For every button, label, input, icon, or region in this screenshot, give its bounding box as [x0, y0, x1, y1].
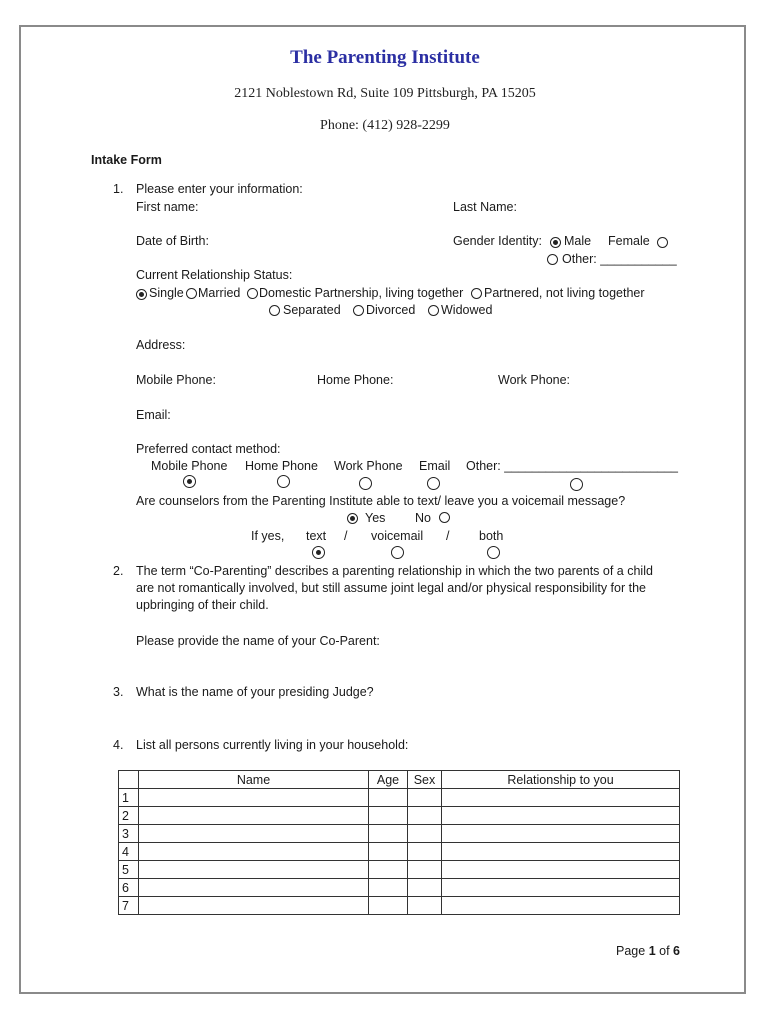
- row-number: 6: [119, 879, 139, 897]
- total-pages: 6: [673, 944, 680, 958]
- text-no-radio[interactable]: [439, 512, 450, 523]
- rel-married-label: Married: [198, 286, 241, 300]
- gender-other-label: Other: ___________: [562, 252, 677, 266]
- contact-work-label: Work Phone: [334, 459, 403, 473]
- org-address: 2121 Noblestown Rd, Suite 109 Pittsburgh, PA 15205: [234, 86, 536, 101]
- contact-other-label: Other: _________________________: [466, 459, 679, 473]
- opt-slash-1: /: [344, 529, 348, 543]
- rel-domestic-radio[interactable]: [247, 288, 258, 299]
- name-cell[interactable]: [139, 879, 369, 897]
- row-number: 1: [119, 789, 139, 807]
- opt-both-radio[interactable]: [487, 546, 500, 559]
- rel-single-label: Single: [149, 286, 184, 300]
- mobile-phone-label: Mobile Phone:: [136, 373, 216, 387]
- q4-number: 4.: [113, 738, 124, 752]
- relationship-cell[interactable]: [442, 897, 680, 915]
- gender-label: Gender Identity:: [453, 234, 542, 248]
- opt-slash-2: /: [446, 529, 450, 543]
- opt-text-radio[interactable]: [312, 546, 325, 559]
- of-label: of: [659, 944, 670, 958]
- age-cell[interactable]: [369, 897, 408, 915]
- contact-home-radio[interactable]: [277, 475, 290, 488]
- sex-cell[interactable]: [408, 861, 442, 879]
- sex-cell[interactable]: [408, 825, 442, 843]
- org-name: The Parenting Institute: [290, 47, 480, 68]
- current-page: 1: [648, 944, 656, 958]
- gender-male-radio[interactable]: [550, 237, 561, 248]
- rel-separated-label: Separated: [283, 303, 341, 317]
- q3-number: 3.: [113, 685, 124, 699]
- col-header-name: Name: [139, 771, 369, 789]
- home-phone-label: Home Phone:: [317, 373, 394, 387]
- age-cell[interactable]: [369, 807, 408, 825]
- name-cell[interactable]: [139, 897, 369, 915]
- contact-email-radio[interactable]: [427, 477, 440, 490]
- table-row: [119, 807, 680, 825]
- text-yes-label: Yes: [365, 511, 386, 525]
- household-table-header: [119, 771, 680, 789]
- coparent-label: Please provide the name of your Co-Parent:: [136, 634, 380, 648]
- opt-text-label: text: [306, 529, 327, 543]
- gender-female-label: Female: [608, 234, 650, 248]
- rel-divorced-radio[interactable]: [353, 305, 364, 316]
- rel-divorced-label: Divorced: [366, 303, 416, 317]
- opt-voicemail-radio[interactable]: [391, 546, 404, 559]
- table-row: [119, 879, 680, 897]
- contact-mobile-label: Mobile Phone: [151, 459, 228, 473]
- q2-line-2: are not romantically involved, but still assume joint legal and/or physical responsibility for the: [136, 581, 646, 595]
- if-yes-label: If yes,: [251, 529, 285, 543]
- rel-partnered-label: Partnered, not living together: [484, 286, 645, 300]
- sex-cell[interactable]: [408, 897, 442, 915]
- table-row: [119, 825, 680, 843]
- col-header-sex: Sex: [408, 771, 442, 789]
- gender-male-label: Male: [564, 234, 592, 248]
- first-name-label: First name:: [136, 200, 199, 214]
- opt-voicemail-label: voicemail: [371, 529, 424, 543]
- text-no-label: No: [415, 511, 431, 525]
- table-row: [119, 843, 680, 861]
- rel-separated-radio[interactable]: [269, 305, 280, 316]
- rel-widowed-radio[interactable]: [428, 305, 439, 316]
- email-label: Email:: [136, 408, 171, 422]
- household-table: [118, 770, 680, 915]
- sex-cell[interactable]: [408, 879, 442, 897]
- relationship-cell[interactable]: [442, 843, 680, 861]
- sex-cell[interactable]: [408, 789, 442, 807]
- col-header-age: Age: [369, 771, 408, 789]
- gender-other-radio[interactable]: [547, 254, 558, 265]
- row-number: 4: [119, 843, 139, 861]
- text-yes-radio[interactable]: [347, 513, 358, 524]
- contact-home-label: Home Phone: [245, 459, 318, 473]
- name-cell[interactable]: [139, 861, 369, 879]
- last-name-label: Last Name:: [453, 200, 517, 214]
- q2-number: 2.: [113, 564, 124, 578]
- age-cell[interactable]: [369, 861, 408, 879]
- rel-married-radio[interactable]: [186, 288, 197, 299]
- row-number: 5: [119, 861, 139, 879]
- work-phone-label: Work Phone:: [498, 373, 571, 387]
- page-label: Page: [616, 944, 646, 958]
- age-cell[interactable]: [369, 789, 408, 807]
- relationship-cell[interactable]: [442, 807, 680, 825]
- opt-both-label: both: [479, 529, 504, 543]
- table-row: [119, 897, 680, 915]
- row-number: 2: [119, 807, 139, 825]
- page-number: [616, 944, 680, 958]
- text-permission-question: Are counselors from the Parenting Institute able to text/ leave you a voicemail message?: [136, 494, 626, 508]
- col-header-number: [119, 771, 139, 789]
- q2-line-3: upbringing of their child.: [136, 598, 269, 612]
- age-cell[interactable]: [369, 843, 408, 861]
- contact-mobile-radio[interactable]: [183, 475, 196, 488]
- contact-method-label: Preferred contact method:: [136, 442, 281, 456]
- sex-cell[interactable]: [408, 807, 442, 825]
- contact-other-radio[interactable]: [570, 478, 583, 491]
- name-cell[interactable]: [139, 789, 369, 807]
- row-number: 3: [119, 825, 139, 843]
- relationship-label: Current Relationship Status:: [136, 268, 293, 282]
- rel-single-radio[interactable]: [136, 289, 147, 300]
- q2-line-1: The term “Co-Parenting” describes a parenting relationship in which the two parents of a child: [136, 564, 653, 578]
- rel-partnered-radio[interactable]: [471, 288, 482, 299]
- table-row: [119, 861, 680, 879]
- contact-work-radio[interactable]: [359, 477, 372, 490]
- relationship-cell[interactable]: [442, 879, 680, 897]
- relationship-cell[interactable]: [442, 861, 680, 879]
- age-cell[interactable]: [369, 879, 408, 897]
- contact-email-label: Email: [419, 459, 451, 473]
- household-question: List all persons currently living in your household:: [136, 738, 409, 752]
- org-phone: Phone: (412) 928-2299: [320, 118, 450, 133]
- rel-widowed-label: Widowed: [441, 303, 493, 317]
- dob-label: Date of Birth:: [136, 234, 209, 248]
- name-cell[interactable]: [139, 825, 369, 843]
- relationship-cell[interactable]: [442, 825, 680, 843]
- relationship-cell[interactable]: [442, 789, 680, 807]
- address-label: Address:: [136, 338, 186, 352]
- q1-number: 1.: [113, 182, 124, 196]
- gender-female-radio[interactable]: [657, 237, 668, 248]
- row-number: 7: [119, 897, 139, 915]
- age-cell[interactable]: [369, 825, 408, 843]
- form-title: Intake Form: [91, 153, 162, 167]
- sex-cell[interactable]: [408, 843, 442, 861]
- table-row: [119, 789, 680, 807]
- rel-domestic-label: Domestic Partnership, living together: [259, 286, 464, 300]
- name-cell[interactable]: [139, 843, 369, 861]
- judge-question: What is the name of your presiding Judge?: [136, 685, 374, 699]
- q1-prompt: Please enter your information:: [136, 182, 303, 196]
- col-header-relationship: Relationship to you: [442, 771, 680, 789]
- name-cell[interactable]: [139, 807, 369, 825]
